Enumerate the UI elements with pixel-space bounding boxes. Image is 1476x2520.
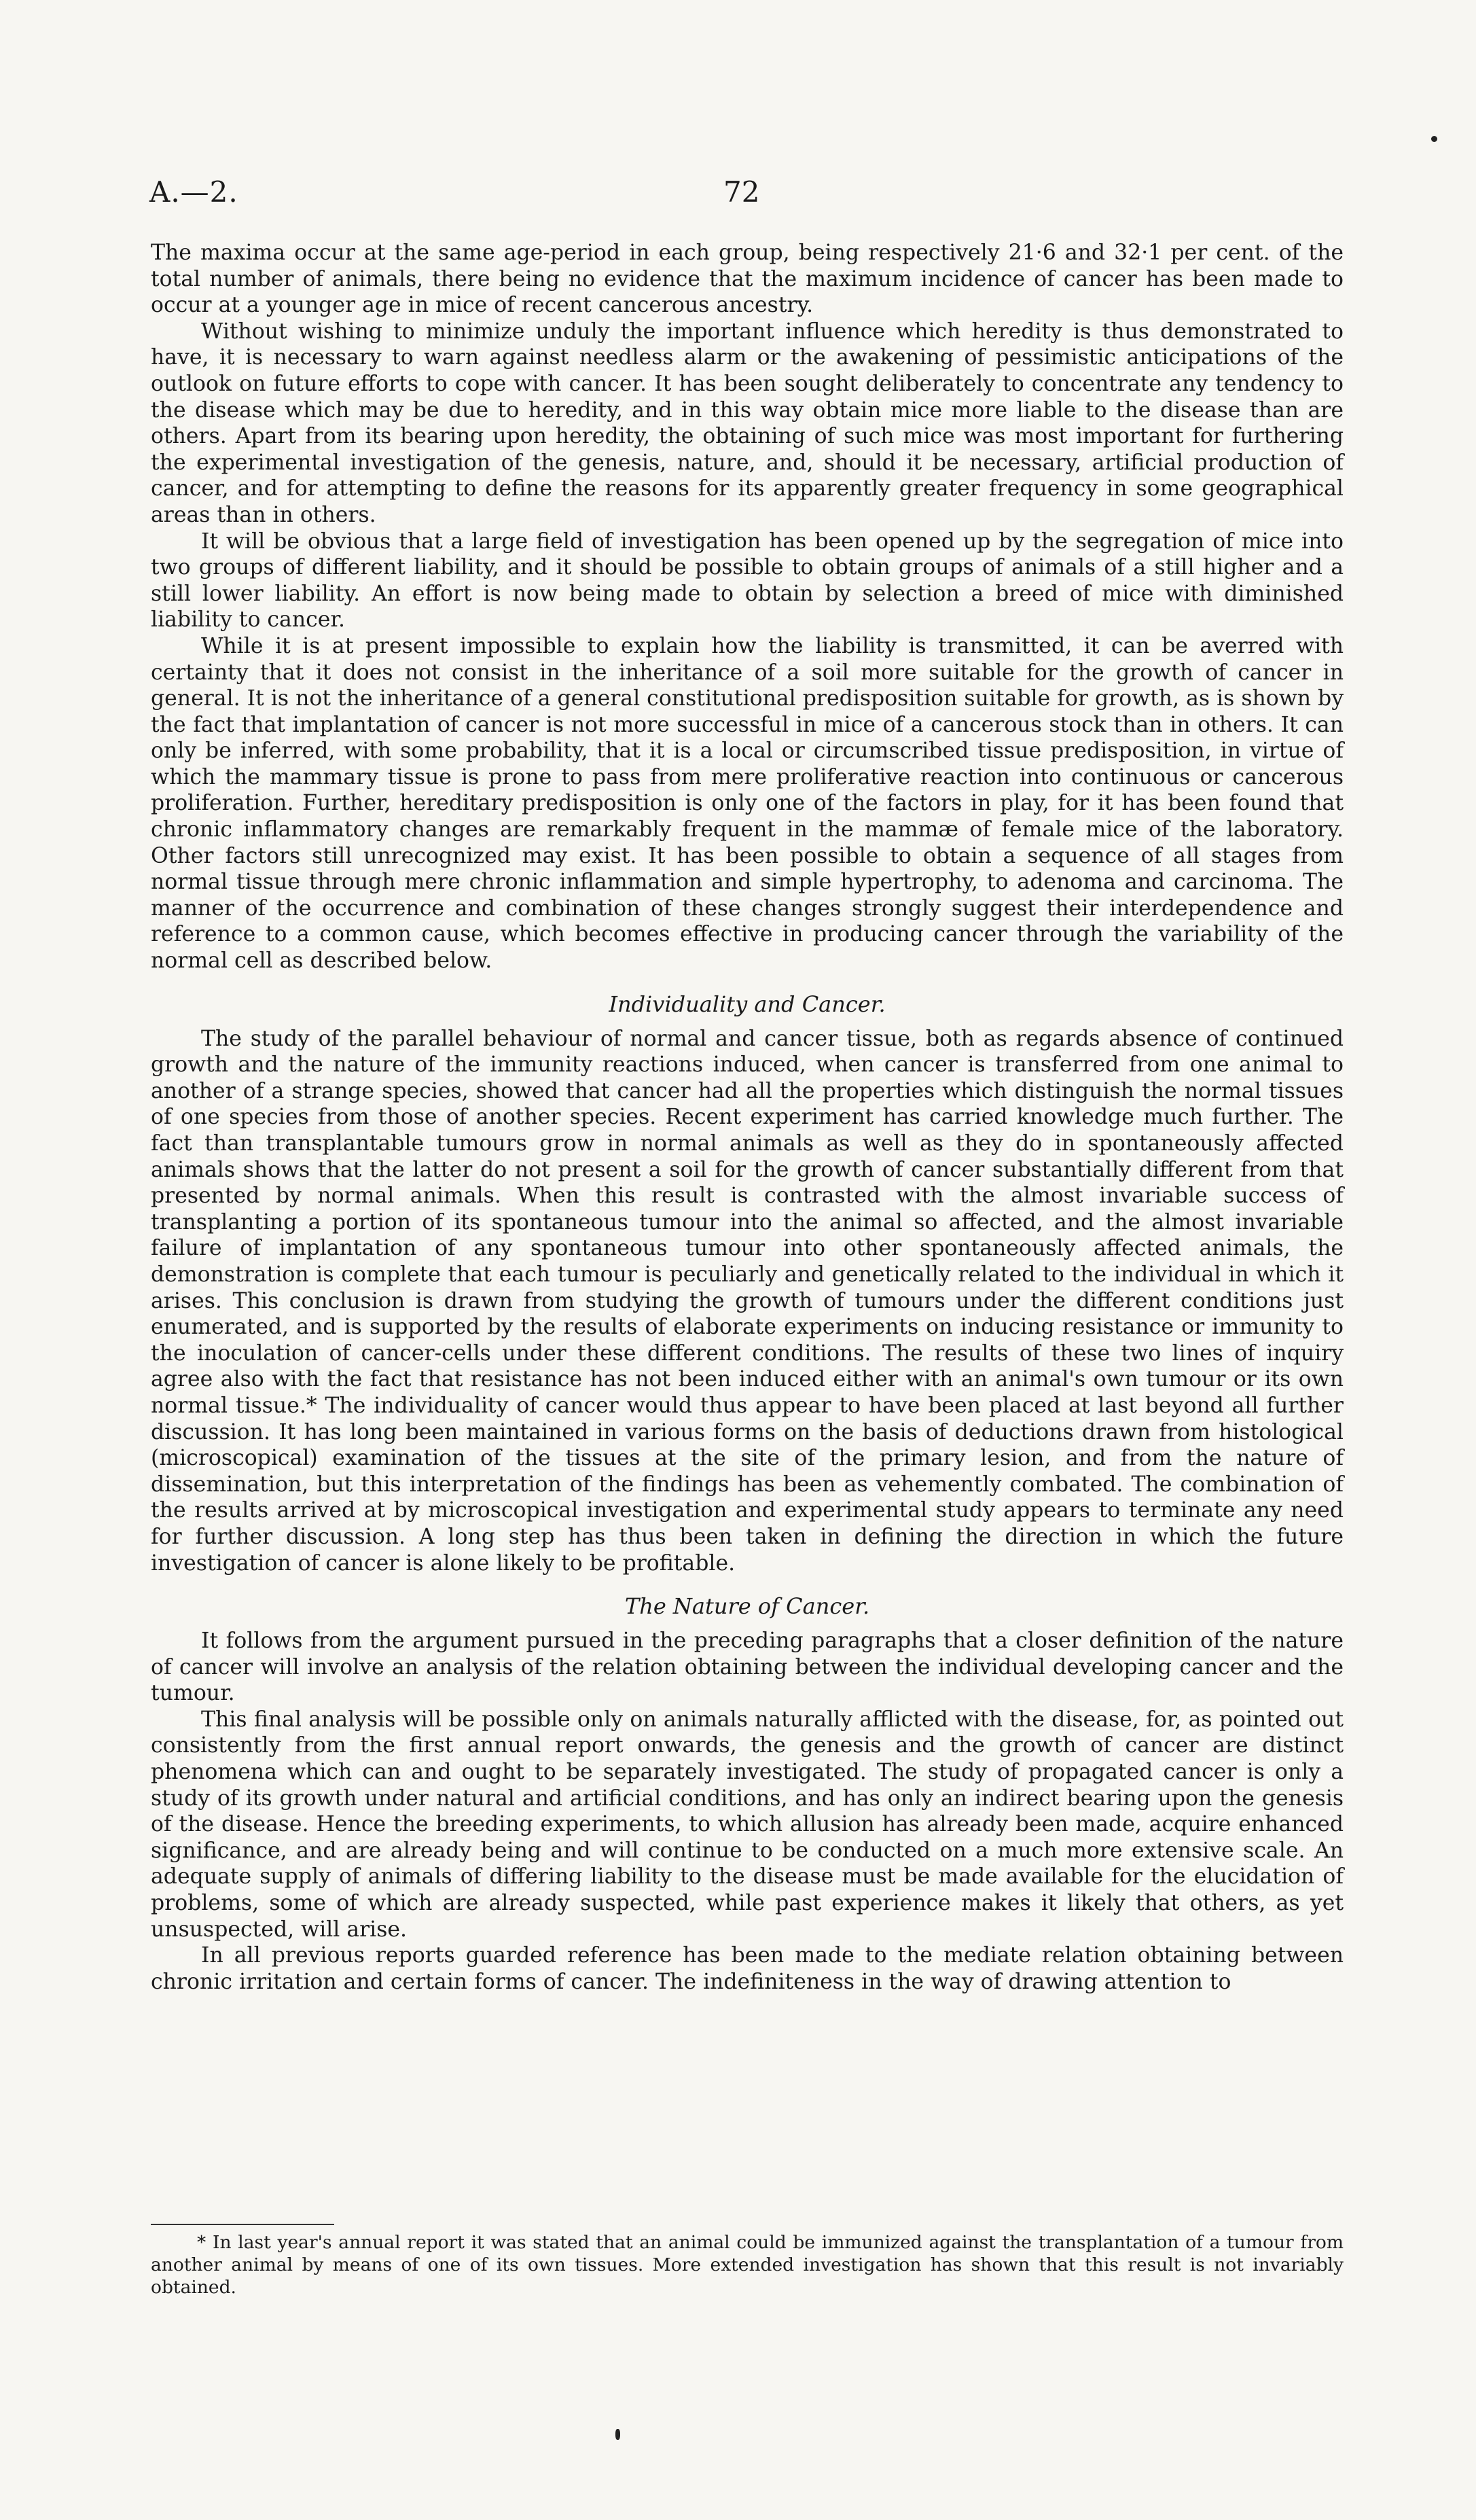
paragraph: The study of the parallel behaviour of normal and cancer tissue, both as regards absence of continued growth and the nature of the immunity reactions induced, when cancer is transferred from one animal to another of a strange species, showed that cancer had all the properties which distinguish the normal tissues of one species from those of another species. Recent experiment has carried knowledge much further. The fact than transplantable tumours grow in normal animals as well as they do in spontaneously affected animals shows that the latter do not present a soil for the growth of cancer substantially different from that presented by normal animals. When this result is contrasted with the almost invariable success of transplanting a portion of its spontaneous tumour into the animal so affected, and the almost invariable failure of implantation of any spontaneous tumour into other spontaneously affected animals, the demonstration is complete that each tumour is peculiarly and genetically related to the individual in which it arises. This conclusion is drawn from studying the growth of tumours under the different conditions just enumerated, and is supported by the results of elaborate experiments on inducing resistance or immunity to the inoculation of cancer-cells under these different conditions. The results of these two lines of inquiry agree also with the fact that resistance has not been induced either with an animal's own tumour or its own normal tissue.* The individuality of cancer would thus appear to have been placed at last beyond all further discussion. It has long been maintained in various forms on the basis of deductions drawn from histological (microscopical) examination of the tissues at the site of the primary lesion, and from the nature of dissemination, but this interpretation of the findings has been as vehemently combated. The combination of the results arrived at by microscopical investigation and experimental study appears to terminate any need for further discussion. A long step has thus been taken in defining the direction in which the future investigation of cancer is alone likely to be profitable.	[151, 1026, 1344, 1576]
section-heading-nature: The Nature of Cancer.	[624, 1593, 870, 1620]
paragraph: While it is at present impossible to explain how the liability is transmitted, it can be averred with certainty that it does not consist in the inheritance of a soil more suitable for the growth of cancer in general. It is not the inheritance of a general constitutional predisposition suitable for growth, as is shown by the fact that implantation of cancer is not more successful in mice of a cancerous stock than in others. It can only be inferred, with some probability, that it is a local or circumscribed tissue predisposition, in virtue of which the mammary tissue is prone to pass from mere proliferative reaction into continuous or cancerous proliferation. Further, hereditary predisposition is only one of the factors in play, for it has been found that chronic inflammatory changes are remarkably frequent in the mammæ of female mice of the laboratory. Other factors still unrecognized may exist. It has been possible to obtain a sequence of all stages from normal tissue through mere chronic inflammation and simple hypertrophy, to adenoma and carcinoma. The manner of the occurrence and combination of these changes strongly suggest their interdependence and reference to a common cause, which becomes effective in producing cancer through the variability of the normal cell as described below.	[151, 633, 1344, 974]
paragraph: This final analysis will be possible only on animals naturally afflicted with the disease, for, as pointed out consistently from the first annual report onwards, the genesis and the growth of cancer are distinct phenomena which can and ought to be separately investigated. The study of propagated cancer is only a study of its growth under natural and artificial conditions, and has only an indirect bearing upon the genesis of the disease. Hence the breeding experiments, to which allusion has already been made, acquire enhanced significance, and are already being and will continue to be conducted on a much more extensive scale. An adequate supply of animals of differing liability to the disease must be made available for the elucidation of problems, some of which are already suspected, while past experience makes it likely that others, as yet unsuspected, will arise.	[151, 1707, 1344, 1942]
paragraph: It will be obvious that a large field of investigation has been opened up by the segregation of mice into two groups of different liability, and it should be possible to obtain groups of animals of a still higher and a still lower liability. An effort is now being made to obtain by selection a breed of mice with diminished liability to cancer.	[151, 529, 1344, 633]
footnote	[151, 2231, 1344, 2299]
ink-speck	[1431, 136, 1437, 142]
page-number: 72	[723, 175, 760, 209]
page-header	[149, 175, 1345, 216]
paragraph: It follows from the argument pursued in the preceding paragraphs that a closer definition of the nature of cancer will involve an analysis of the relation obtaining between the individual developing cancer and the tumour.	[151, 1629, 1344, 1706]
ink-speck	[615, 2429, 620, 2440]
body-text	[151, 240, 1344, 1995]
footnote-text: * In last year's annual report it was stated that an animal could be immunized against the transplantation of a tumour from another animal by means of one of its own tissues. More extended investigation has shown that this result is not invariably obtained.	[151, 2232, 1344, 2298]
paragraph: In all previous reports guarded reference has been made to the mediate relation obtaining between chronic irritation and certain forms of cancer. The indefiniteness in the way of drawing attention to	[151, 1943, 1344, 1994]
footnote-divider	[151, 2224, 334, 2225]
paragraph: The maxima occur at the same age-period in each group, being respectively 21·6 and 32·1 per cent. of the total number of animals, there being no evidence that the maximum incidence of cancer has been made to occur at a younger age in mice of recent cancerous ancestry.	[151, 241, 1344, 318]
paragraph: Without wishing to minimize unduly the important influence which heredity is thus demonstrated to have, it is necessary to warn against needless alarm or the awakening of pessimistic anticipations of the outlook on future efforts to cope with cancer. It has been sought deliberately to concentrate any tendency to the disease which may be due to heredity, and in this way obtain mice more liable to the disease than are others. Apart from its bearing upon heredity, the obtaining of such mice was most important for furthering the experimental investigation of the genesis, nature, and, should it be necessary, artificial production of cancer, and for attempting to define the reasons for its apparently greater frequency in some geographical areas than in others.	[151, 319, 1344, 527]
document-reference: A.—2.	[149, 175, 238, 209]
section-heading-individuality: Individuality and Cancer.	[609, 991, 886, 1017]
